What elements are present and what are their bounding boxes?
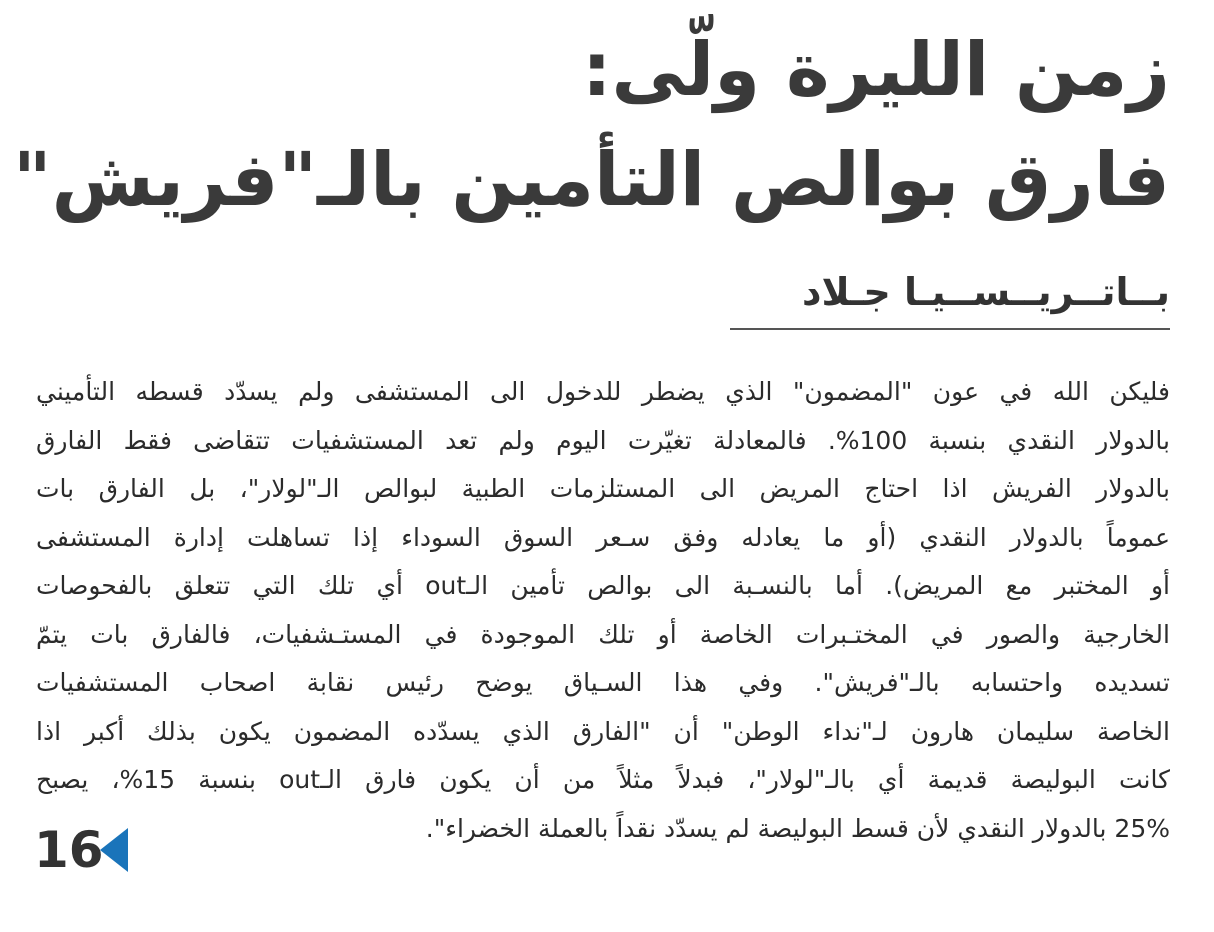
headline-line-2: فارق بوالص التأمين بالـ"فريش" (13, 137, 1170, 223)
body-line: بالدولار النقدي بنسبة 100%. فالمعادلة تغيّرت اليوم ولم تعد المستشفيات تتقاضى فقط الفارق (36, 425, 1170, 455)
body-line: كانت البوليصة قديمة أي بالـ"لولار"، فبدلاً مثلاً من أن يكون فارق الـout بنسبة 15%، يصبح (36, 765, 1170, 794)
author-byline: بــاتــريــســيـا جـلاد (801, 270, 1170, 314)
body-line: الخاصة سليمان هارون لـ"نداء الوطن" أن "الفارق الذي يسدّده المضمون يكون بذلك أكبر اذا (36, 716, 1170, 746)
page-arrow-icon (100, 828, 128, 872)
byline-divider (730, 328, 1170, 330)
page-number: 16 (34, 821, 104, 879)
body-line: فليكن الله في عون "المضمون" الذي يضطر للدخول الى المستشفى ولم يسدّد قسطه التأميني (36, 377, 1170, 406)
article-body (36, 368, 1170, 853)
body-line: الخارجية والصور في المختـبرات الخاصة أو تلك الموجودة في المستـشفيات، فالفارق بات يتمّ (36, 619, 1170, 649)
headline-line-1: زمن الليرة ولّى: (581, 27, 1170, 113)
body-line: تسديده واحتسابه بالـ"فريش". وفي هذا السـياق يوضح رئيس نقابة اصحاب المستشفيات (36, 668, 1170, 697)
body-line: عموماً بالدولار النقدي (أو ما يعادله وفق سـعر السوق السوداء إذا تساهلت إدارة المستشفى (36, 522, 1170, 552)
body-line: 25% بالدولار النقدي لأن قسط البوليصة لم يسدّد نقداً بالعملة الخضراء". (425, 813, 1170, 843)
body-line: أو المختبر مع المريض). أما بالنسـبة الى بوالص تأمين الـout أي تلك التي تتعلق بالفحوصات (36, 571, 1170, 600)
body-line: بالدولار الفريش اذا احتاج المريض الى المستلزمات الطبية لبوالص الـ"لولار"، بل الفارق بات (36, 474, 1170, 503)
